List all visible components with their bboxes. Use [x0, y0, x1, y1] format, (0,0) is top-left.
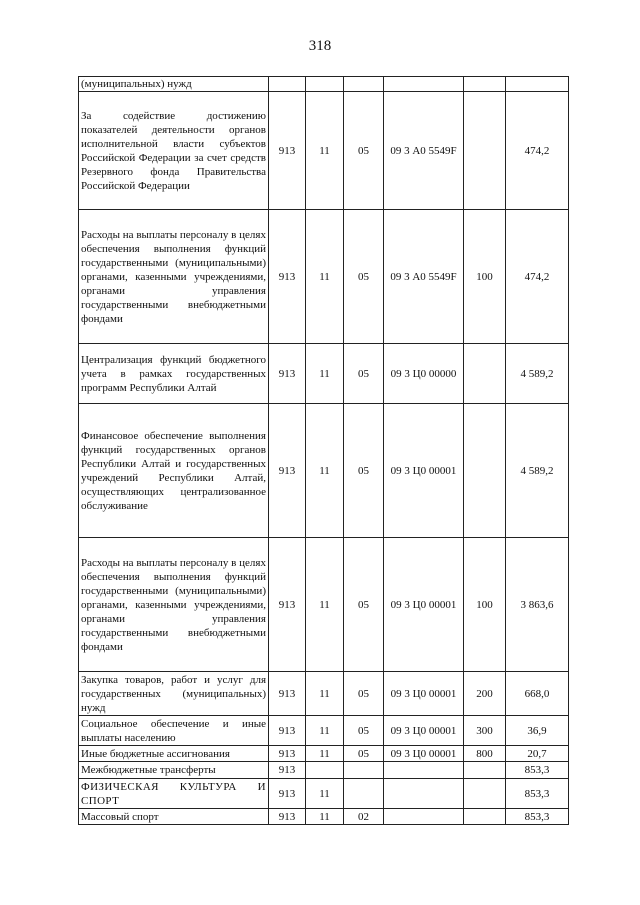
admin-code: 913 [269, 404, 306, 538]
amount [506, 77, 569, 92]
admin-code: 913 [269, 672, 306, 716]
target-code: 09 3 Ц0 00001 [384, 538, 464, 672]
amount: 3 863,6 [506, 538, 569, 672]
expense-type-code [464, 762, 506, 779]
subsection-code: 05 [344, 672, 384, 716]
amount: 4 589,2 [506, 344, 569, 404]
subsection-code: 05 [344, 746, 384, 762]
target-code [384, 779, 464, 809]
amount: 36,9 [506, 716, 569, 746]
admin-code: 913 [269, 809, 306, 825]
table-row [79, 672, 569, 716]
section-code [306, 77, 344, 92]
target-code: 09 3 Ц0 00001 [384, 404, 464, 538]
subsection-code: 02 [344, 809, 384, 825]
page-number: 318 [308, 38, 332, 54]
expense-type-code: 100 [464, 210, 506, 344]
admin-code: 913 [269, 762, 306, 779]
section-code: 11 [306, 92, 344, 210]
subsection-code: 05 [344, 538, 384, 672]
amount: 853,3 [506, 762, 569, 779]
expense-type-code: 300 [464, 716, 506, 746]
table-row [79, 344, 569, 404]
table-row [79, 538, 569, 672]
subsection-code [344, 779, 384, 809]
subsection-code: 05 [344, 404, 384, 538]
table-row [79, 716, 569, 746]
row-name: Централизация функций бюджетного учета в рамках государственных программ Республики Алтай [79, 344, 269, 404]
row-name: Закупка товаров, работ и услуг для государственных (муниципальных) нужд [79, 672, 269, 716]
row-name: Расходы на выплаты персоналу в целях обеспечения выполнения функций государственными (муниципальными) органами, казенными учреждениями, органами управления государственными внебюджетными фондами [79, 210, 269, 344]
section-code: 11 [306, 344, 344, 404]
admin-code [269, 77, 306, 92]
table-row [79, 779, 569, 809]
section-code: 11 [306, 716, 344, 746]
table-row [79, 77, 569, 92]
subsection-code: 05 [344, 210, 384, 344]
table-row [79, 809, 569, 825]
expense-type-code [464, 344, 506, 404]
target-code: 09 3 А0 5549F [384, 92, 464, 210]
amount: 4 589,2 [506, 404, 569, 538]
row-name: Финансовое обеспечение выполнения функций государственных органов Республики Алтай и государственных учреждений Республики Алтай, осуществляющих централизованное обслуживание [79, 404, 269, 538]
section-code: 11 [306, 404, 344, 538]
section-code [306, 762, 344, 779]
table-row [79, 92, 569, 210]
subsection-code: 05 [344, 92, 384, 210]
expense-type-code: 800 [464, 746, 506, 762]
expense-type-code [464, 809, 506, 825]
subsection-code: 05 [344, 716, 384, 746]
expense-type-code [464, 77, 506, 92]
expense-type-code: 200 [464, 672, 506, 716]
admin-code: 913 [269, 538, 306, 672]
expense-type-code [464, 779, 506, 809]
expense-type-code [464, 92, 506, 210]
section-code: 11 [306, 746, 344, 762]
target-code: 09 3 Ц0 00001 [384, 672, 464, 716]
admin-code: 913 [269, 746, 306, 762]
table-row [79, 746, 569, 762]
target-code: 09 3 Ц0 00000 [384, 344, 464, 404]
amount: 474,2 [506, 92, 569, 210]
admin-code: 913 [269, 210, 306, 344]
table-row [79, 210, 569, 344]
section-code: 11 [306, 210, 344, 344]
section-code: 11 [306, 672, 344, 716]
row-name: За содействие достижению показателей деятельности органов исполнительной власти субъектов Российской Федерации за счет средств Резервного фонда Правительства Российской Федерации [79, 92, 269, 210]
target-code [384, 762, 464, 779]
admin-code: 913 [269, 779, 306, 809]
row-name: Иные бюджетные ассигнования [79, 746, 269, 762]
section-code: 11 [306, 779, 344, 809]
table-row [79, 762, 569, 779]
subsection-code [344, 762, 384, 779]
row-name: (муниципальных) нужд [79, 77, 269, 92]
row-name: Массовый спорт [79, 809, 269, 825]
row-name: Межбюджетные трансферты [79, 762, 269, 779]
expense-type-code: 100 [464, 538, 506, 672]
amount: 853,3 [506, 779, 569, 809]
budget-table [78, 76, 569, 825]
row-name: Социальное обеспечение и иные выплаты населению [79, 716, 269, 746]
section-code: 11 [306, 809, 344, 825]
admin-code: 913 [269, 344, 306, 404]
admin-code: 913 [269, 92, 306, 210]
subsection-code [344, 77, 384, 92]
row-name: Расходы на выплаты персоналу в целях обеспечения выполнения функций государственными (муниципальными) органами, казенными учреждениями, органами управления государственными внебюджетными фондами [79, 538, 269, 672]
section-code: 11 [306, 538, 344, 672]
target-code [384, 809, 464, 825]
admin-code: 913 [269, 716, 306, 746]
amount: 474,2 [506, 210, 569, 344]
target-code: 09 3 Ц0 00001 [384, 746, 464, 762]
target-code [384, 77, 464, 92]
row-name: ФИЗИЧЕСКАЯ КУЛЬТУРА И СПОРТ [79, 779, 269, 809]
table-row [79, 404, 569, 538]
amount: 853,3 [506, 809, 569, 825]
amount: 668,0 [506, 672, 569, 716]
target-code: 09 3 Ц0 00001 [384, 716, 464, 746]
target-code: 09 3 А0 5549F [384, 210, 464, 344]
amount: 20,7 [506, 746, 569, 762]
subsection-code: 05 [344, 344, 384, 404]
expense-type-code [464, 404, 506, 538]
